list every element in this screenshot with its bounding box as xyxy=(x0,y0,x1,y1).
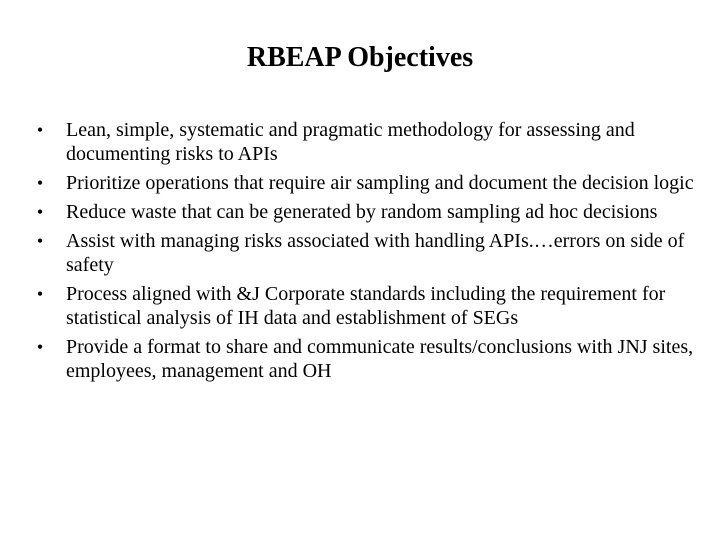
bullet-icon: • xyxy=(36,120,44,140)
bullet-icon: • xyxy=(36,231,44,251)
bullet-text: Assist with managing risks associated with handling APIs.…errors on side of safety xyxy=(66,230,685,276)
bullet-item xyxy=(30,171,700,195)
bullet-icon: • xyxy=(36,284,44,304)
bullet-icon: • xyxy=(36,173,44,193)
bullet-item xyxy=(30,282,700,330)
bullet-text: Prioritize operations that require air sampling and document the decision logic xyxy=(66,172,694,194)
slide-title: RBEAP Objectives xyxy=(246,42,474,73)
bullet-list xyxy=(30,118,700,388)
bullet-icon: • xyxy=(36,202,44,222)
bullet-item xyxy=(30,229,700,277)
bullet-item xyxy=(30,200,700,224)
bullet-item xyxy=(30,335,700,383)
bullet-text: Process aligned with &J Corporate standards including the requirement for statistical analysis of IH data and establishment of SEGs xyxy=(66,283,666,329)
bullet-text: Lean, simple, systematic and pragmatic methodology for assessing and documenting risks to APIs xyxy=(66,119,635,165)
bullet-item xyxy=(30,118,700,166)
bullet-text: Reduce waste that can be generated by random sampling ad hoc decisions xyxy=(66,201,658,223)
bullet-text: Provide a format to share and communicate results/conclusions with JNJ sites, employees, management and OH xyxy=(66,336,694,382)
bullet-icon: • xyxy=(36,337,44,357)
